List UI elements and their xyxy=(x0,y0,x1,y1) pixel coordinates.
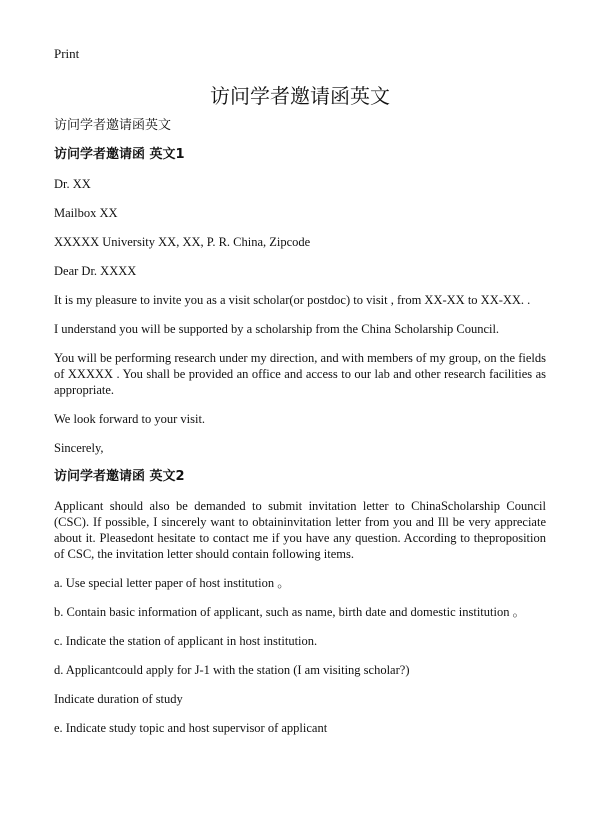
document-subtitle: 访问学者邀请函英文 xyxy=(54,118,172,133)
list-item: e. Indicate study topic and host supervisor of applicant xyxy=(54,721,328,735)
letter-paragraph: It is my pleasure to invite you as a visit scholar(or postdoc) to visit , from XX-XX to XX-XX. . xyxy=(54,293,531,307)
list-item: c. Indicate the station of applicant in host institution. xyxy=(54,634,318,648)
closing: Sincerely, xyxy=(54,441,104,455)
recipient-mailbox: Mailbox XX xyxy=(54,206,118,220)
letter-paragraph: I understand you will be supported by a scholarship from the China Scholarship Council. xyxy=(54,322,500,336)
list-item: d. Applicantcould apply for J-1 with the station (I am visiting scholar?) xyxy=(54,663,410,677)
recipient-name: Dr. XX xyxy=(54,177,91,191)
page-title: 访问学者邀请函英文 xyxy=(210,84,390,108)
print-link[interactable]: Print xyxy=(54,46,80,61)
recipient-address: XXXXX University XX, XX, P. R. China, Zipcode xyxy=(54,235,311,249)
document-body xyxy=(54,118,546,749)
list-item: b. Contain basic information of applicant, such as name, birth date and domestic institution 。 xyxy=(54,605,526,619)
list-item: Indicate duration of study xyxy=(54,692,183,706)
letter-paragraph: You will be performing research under my direction, and with members of my group, on the fields of XXXXX . You shall be provided an office and access to our lab and other research facilities as appropriate. xyxy=(54,351,546,397)
section2-paragraph: Applicant should also be demanded to submit invitation letter to ChinaScholarship Council (CSC). If possible, I sincerely want to obtaininvitation letter from you and Ill be very appreciate about it. Pleasedont hesitate to contact me if you have any question. According to theproposition of CSC, the invitation letter should contain following items. xyxy=(54,499,546,561)
section-heading-2: 访问学者邀请函 英文2 xyxy=(54,469,185,484)
letter-paragraph: We look forward to your visit. xyxy=(54,412,206,426)
section-heading-1: 访问学者邀请函 英文1 xyxy=(54,147,185,162)
list-item: a. Use special letter paper of host institution 。 xyxy=(54,576,290,590)
salutation: Dear Dr. XXXX xyxy=(54,264,137,278)
